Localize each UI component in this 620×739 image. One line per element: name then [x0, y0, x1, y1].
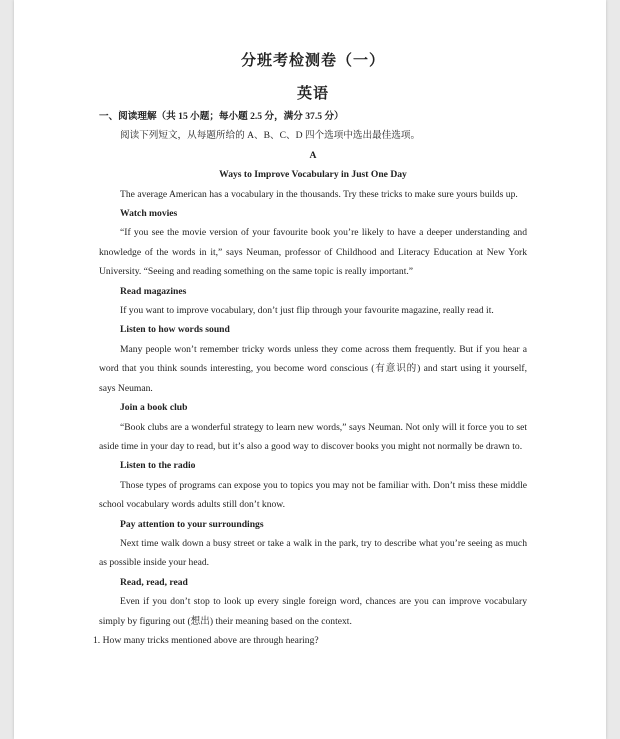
- instruction-text: 阅读下列短文，从每题所给的 A、B、C、D 四个选项中选出最佳选项。: [120, 130, 421, 142]
- tip-text: Even if you don’t stop to look up every single foreign word, chances are you can improve vocabulary simply by figuring out (想出) their meaning based on the context.: [99, 596, 527, 627]
- section-heading: 一、阅读理解（共 15 小题；每小题 2.5 分，满分 37.5 分）: [99, 111, 344, 122]
- tip-heading: Read, read, read: [120, 576, 188, 588]
- tip-text: Many people won’t remember tricky words unless they come across them frequently. But if you hear a word that you think sounds interesting, you become word conscious (有意识的) and start using it yourself, says Neuman.: [99, 343, 527, 394]
- passage-title: Ways to Improve Vocabulary in Just One Day: [219, 169, 407, 181]
- tip-text: Next time walk down a busy street or take a walk in the park, try to describe what you’re seeing as much as possible inside your head.: [99, 537, 527, 569]
- document-content: [93, 50, 527, 650]
- tip-heading: Pay attention to your surroundings: [120, 518, 264, 530]
- question-1: 1. How many tricks mentioned above are through hearing?: [93, 634, 319, 646]
- tip-heading: Listen to how words sound: [120, 324, 230, 336]
- subject-title: 英语: [296, 86, 329, 102]
- passage-label: A: [309, 149, 317, 161]
- passage-intro: The average American has a vocabulary in the thousands. Try these tricks to make sure yours builds up.: [120, 188, 518, 200]
- tip-text: “Book clubs are a wonderful strategy to learn new words,” says Neuman. Not only will it force you to set aside time in your day to read, but it’s also a good way to discover books you might not normally be drawn to.: [99, 421, 527, 452]
- exam-title: 分班考检测卷（一）: [240, 53, 385, 69]
- tip-heading: Join a book club: [120, 402, 188, 414]
- tip-text: If you want to improve vocabulary, don’t just flip through your favourite magazine, really read it.: [120, 305, 494, 317]
- tip-text: “If you see the movie version of your favourite book you’re likely to have a deeper understanding and knowledge of the words in it,” says Neuman, professor of Childhood and Literacy Education at New York University. “Seeing and reading something on the same topic is really important.”: [99, 227, 527, 278]
- tip-text: Those types of programs can expose you to topics you may not be familiar with. Don’t miss these middle school vocabulary words adults still don’t know.: [99, 479, 527, 511]
- tip-heading: Read magazines: [120, 285, 187, 297]
- tip-heading: Listen to the radio: [120, 460, 196, 472]
- tip-heading: Watch movies: [120, 208, 178, 220]
- document-page: [14, 0, 606, 739]
